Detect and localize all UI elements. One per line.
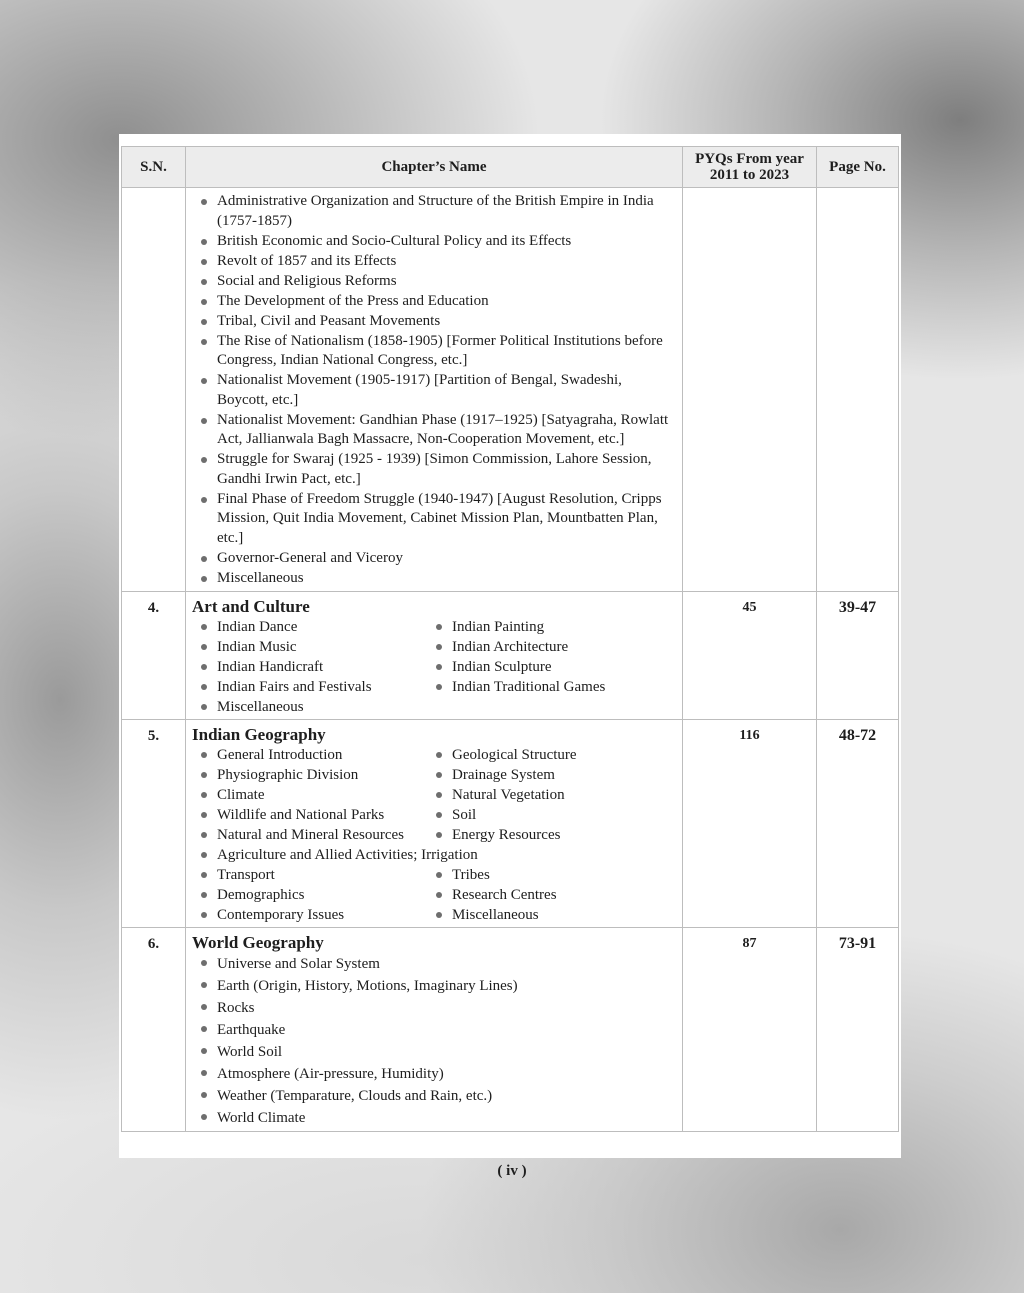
pyqs-cell [683,188,817,592]
list-item: Nationalist Movement: Gandhian Phase (1917–1925) [Satyagraha, Rowlatt Act, Jallianwala Bagh Massacre, Non-Cooperation Movement, etc.] [192,411,676,450]
list-item: Energy Resources [427,825,676,845]
table-row [122,591,899,719]
sn-cell: 4. [122,591,186,719]
list-item: Geological Structure [427,745,676,765]
header-page-no: Page No. [817,147,899,188]
list-item: Struggle for Swaraj (1925 - 1939) [Simon Commission, Lahore Session, Gandhi Irwin Pact, etc.] [192,450,676,489]
list-item: Physiographic Division [192,765,427,785]
list-item: Research Centres [427,885,676,905]
list-item: Social and Religious Reforms [192,272,676,292]
header-chapter-name: Chapter’s Name [186,147,683,188]
list-item: Soil [427,805,676,825]
chapter-cell [186,591,683,719]
sn-cell: 5. [122,719,186,927]
header-pyqs-line2: 2011 to 2023 [709,167,790,183]
page-cell [817,188,899,592]
list-item: Indian Handicraft [192,657,427,677]
list-item: Earth (Origin, History, Motions, Imaginary Lines) [192,975,676,997]
list-item: Miscellaneous [192,697,676,717]
pyqs-cell: 116 [683,719,817,927]
list-item: Tribes [427,865,676,885]
table-row [122,188,899,592]
list-item: Rocks [192,997,676,1019]
list-item: Indian Fairs and Festivals [192,677,427,697]
list-item: Universe and Solar System [192,953,676,975]
topic-list [192,953,676,1129]
list-item: Indian Music [192,637,427,657]
list-item: British Economic and Socio-Cultural Policy and its Effects [192,232,676,252]
topic-list [192,617,676,717]
list-item: Administrative Organization and Structure of the British Empire in India (1757-1857) [192,192,676,231]
chapter-title: Indian Geography [192,724,326,744]
list-item: Demographics [192,885,427,905]
list-item: World Climate [192,1107,676,1129]
list-item: Natural Vegetation [427,785,676,805]
list-item: The Development of the Press and Education [192,292,676,312]
list-item: Miscellaneous [427,905,676,925]
list-item: Governor-General and Viceroy [192,549,676,569]
topic-list [192,745,676,925]
chapter-cell [186,927,683,1131]
list-item: Indian Architecture [427,637,676,657]
table-row [122,719,899,927]
chapter-title: World Geography [192,932,324,952]
pyqs-cell: 87 [683,927,817,1131]
chapter-title: Art and Culture [192,596,310,616]
list-item: Atmosphere (Air-pressure, Humidity) [192,1063,676,1085]
list-item: General Introduction [192,745,427,765]
header-pyqs-line1: PYQs From year [695,151,804,167]
header-pyqs [683,147,817,188]
chapter-cell [186,719,683,927]
page-cell: 73-91 [817,927,899,1131]
list-item: Final Phase of Freedom Struggle (1940-1947) [August Resolution, Cripps Mission, Quit India Movement, Cabinet Mission Plan, Mountbatten Plan, etc.] [192,490,676,549]
list-item: Indian Dance [192,617,427,637]
sn-cell: 6. [122,927,186,1131]
list-item: Transport [192,865,427,885]
sn-cell [122,188,186,592]
page-number: ( iv ) [497,1163,527,1179]
list-item: Tribal, Civil and Peasant Movements [192,312,676,332]
table-header-row [122,147,899,188]
list-item: Nationalist Movement (1905-1917) [Partition of Bengal, Swadeshi, Boycott, etc.] [192,371,676,410]
list-item: Agriculture and Allied Activities; Irrigation [192,845,676,865]
topic-list [192,192,676,589]
list-item: Revolt of 1857 and its Effects [192,252,676,272]
list-item: Indian Painting [427,617,676,637]
list-item: World Soil [192,1041,676,1063]
page-cell: 48-72 [817,719,899,927]
list-item: Climate [192,785,427,805]
list-item: Indian Traditional Games [427,677,676,697]
page-sheet [119,134,901,1158]
list-item: The Rise of Nationalism (1858-1905) [Former Political Institutions before Congress, Indian National Congress, etc.] [192,332,676,371]
list-item: Drainage System [427,765,676,785]
contents-table [121,146,899,1132]
list-item: Earthquake [192,1019,676,1041]
list-item: Miscellaneous [192,569,676,589]
header-sn: S.N. [122,147,186,188]
table-row [122,927,899,1131]
page-cell: 39-47 [817,591,899,719]
chapter-cell [186,188,683,592]
list-item: Contemporary Issues [192,905,427,925]
list-item: Weather (Temparature, Clouds and Rain, etc.) [192,1085,676,1107]
list-item: Indian Sculpture [427,657,676,677]
list-item: Natural and Mineral Resources [192,825,427,845]
pyqs-cell: 45 [683,591,817,719]
list-item: Wildlife and National Parks [192,805,427,825]
